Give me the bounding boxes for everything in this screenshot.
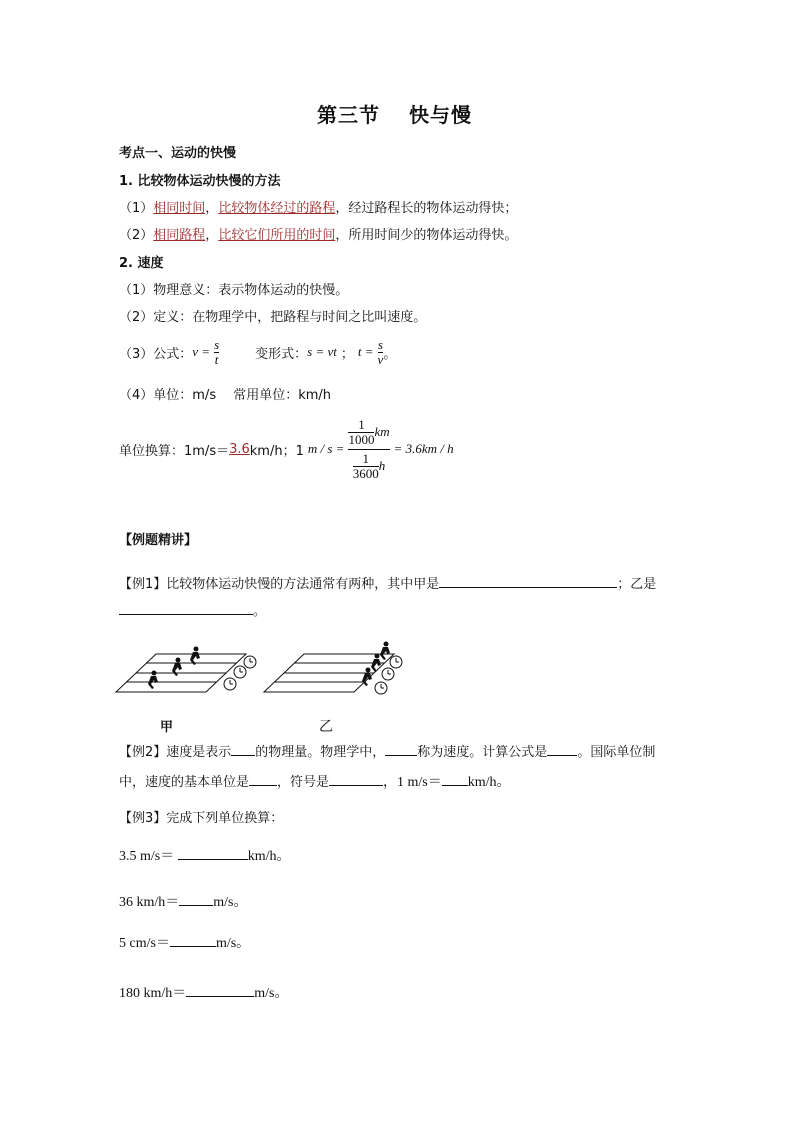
variant-label: 变形式： (255, 346, 308, 362)
ex2-text: 。国际单位制 (577, 745, 656, 760)
answer-blank[interactable] (442, 772, 468, 786)
line-prefix: （1） (119, 201, 154, 216)
answer-blank[interactable] (179, 892, 213, 906)
highlight-text: 相同路程 (153, 228, 206, 243)
fraction-1-3600 (353, 452, 379, 481)
figure-label-yi: 乙 (319, 719, 333, 735)
race-figure (114, 640, 414, 702)
answer-blank[interactable] (178, 846, 248, 860)
conversion-item (119, 982, 289, 1002)
conv-right: m/s。 (213, 895, 248, 910)
line-prefix: （2） (119, 228, 154, 243)
upper-term (348, 418, 389, 447)
figure-label-jia: 甲 (160, 720, 174, 735)
conv-left: 5 cm/s＝ (119, 936, 170, 951)
ex2-text: km/h。 (467, 775, 511, 790)
example-2 (119, 741, 655, 760)
conversion-prefix: 单位换算：1m/s＝ (119, 443, 230, 459)
ex1-text: 【例1】比较物体运动快慢的方法通常有两种，其中甲是 (119, 577, 440, 592)
example-1 (119, 573, 656, 592)
compound-fraction (348, 418, 389, 481)
ex2-text: ，1 m/s＝ (383, 775, 442, 790)
denominator: t (214, 351, 219, 367)
answer-blank[interactable] (547, 742, 577, 756)
numerator: 1 (362, 450, 370, 466)
separator: ； (340, 346, 354, 362)
conversion-lhs: m / s = (307, 441, 345, 456)
answer-blank[interactable] (119, 601, 253, 615)
highlight-value: 3.6 (229, 441, 250, 457)
ex1-text-b: ；乙是 (617, 577, 657, 592)
speed-units: （4）单位：m/s 常用单位：km/h (119, 388, 332, 403)
answer-blank[interactable] (231, 742, 255, 756)
conversion-mid: km/h；1 (249, 443, 304, 459)
answer-blank[interactable] (249, 772, 277, 786)
formula-t-eq: t = (357, 344, 374, 359)
unit-km: km (374, 424, 390, 439)
numerator: 1 (358, 416, 365, 432)
conv-right: m/s。 (215, 936, 251, 951)
line-rest: ，所用时间少的物体运动得快。 (335, 228, 518, 243)
answer-blank[interactable] (439, 574, 617, 588)
line-rest: ，经过路程长的物体运动得快； (335, 201, 518, 216)
highlight-text: 相同时间 (153, 201, 206, 216)
conv-left: 180 km/h＝ (119, 986, 187, 1001)
ex2-text: 中，速度的基本单位是 (119, 775, 250, 790)
formula-v-eq: v = (192, 344, 211, 359)
lower-term (353, 452, 386, 481)
numerator: s (377, 336, 383, 352)
conv-left: 36 km/h＝ (119, 895, 180, 910)
highlight-text: 比较它们所用的时间 (218, 228, 336, 243)
examples-heading: 【例题精讲】 (119, 533, 198, 548)
variant-formula-1: s = vt (307, 344, 337, 359)
ex2-text: 【例2】速度是表示 (119, 745, 232, 760)
conversion-item (119, 932, 250, 952)
ex2-text: 的物理量。物理学中， (255, 745, 386, 760)
answer-blank[interactable] (170, 933, 216, 947)
denominator: 3600 (352, 465, 379, 481)
period: 。 (253, 604, 267, 619)
method-line-2 (119, 224, 517, 243)
conversion-rhs: = 3.6km / h (393, 441, 454, 456)
unit-conversion (119, 410, 454, 488)
ex2-text: 称为速度。计算公式是 (417, 745, 548, 760)
example-2-cont (119, 771, 511, 791)
denominator: 1000 (348, 431, 375, 447)
method-line-1 (119, 197, 517, 216)
speed-meaning: （1）物理意义：表示物体运动的快慢。 (119, 283, 349, 298)
subheading-speed: 2. 速度 (119, 256, 164, 271)
answer-blank[interactable] (186, 983, 254, 997)
clock-icon (224, 656, 256, 690)
ex2-text: ，符号是 (277, 775, 330, 790)
unit-h: h (378, 458, 386, 473)
separator: ， (205, 201, 219, 216)
subheading-method: 1. 比较物体运动快慢的方法 (119, 174, 281, 189)
denominator: v (377, 351, 384, 367)
example-1-cont (119, 600, 266, 619)
highlight-text: 比较物体经过的路程 (218, 201, 336, 216)
page-title: 第三节 快与慢 (317, 103, 472, 127)
separator: ， (205, 228, 219, 243)
fraction-1-1000 (348, 418, 374, 447)
conv-left: 3.5 m/s＝ (119, 849, 175, 864)
numerator: s (214, 336, 220, 352)
conv-right: km/h。 (247, 849, 291, 864)
example-3: 【例3】完成下列单位换算： (119, 811, 284, 826)
answer-blank[interactable] (385, 742, 417, 756)
speed-definition: （2）定义：在物理学中，把路程与时间之比叫速度。 (119, 310, 427, 325)
conv-right: m/s。 (254, 986, 289, 1001)
answer-blank[interactable] (329, 772, 383, 786)
formula-prefix: （3）公式： (119, 346, 193, 362)
conversion-item (119, 891, 248, 911)
section-heading: 考点一、运动的快慢 (119, 146, 237, 161)
period: 。 (383, 346, 397, 362)
runner-icon (148, 647, 200, 690)
fraction-s-over-t (214, 338, 219, 367)
speed-formula (119, 334, 396, 370)
conversion-item (119, 845, 291, 865)
